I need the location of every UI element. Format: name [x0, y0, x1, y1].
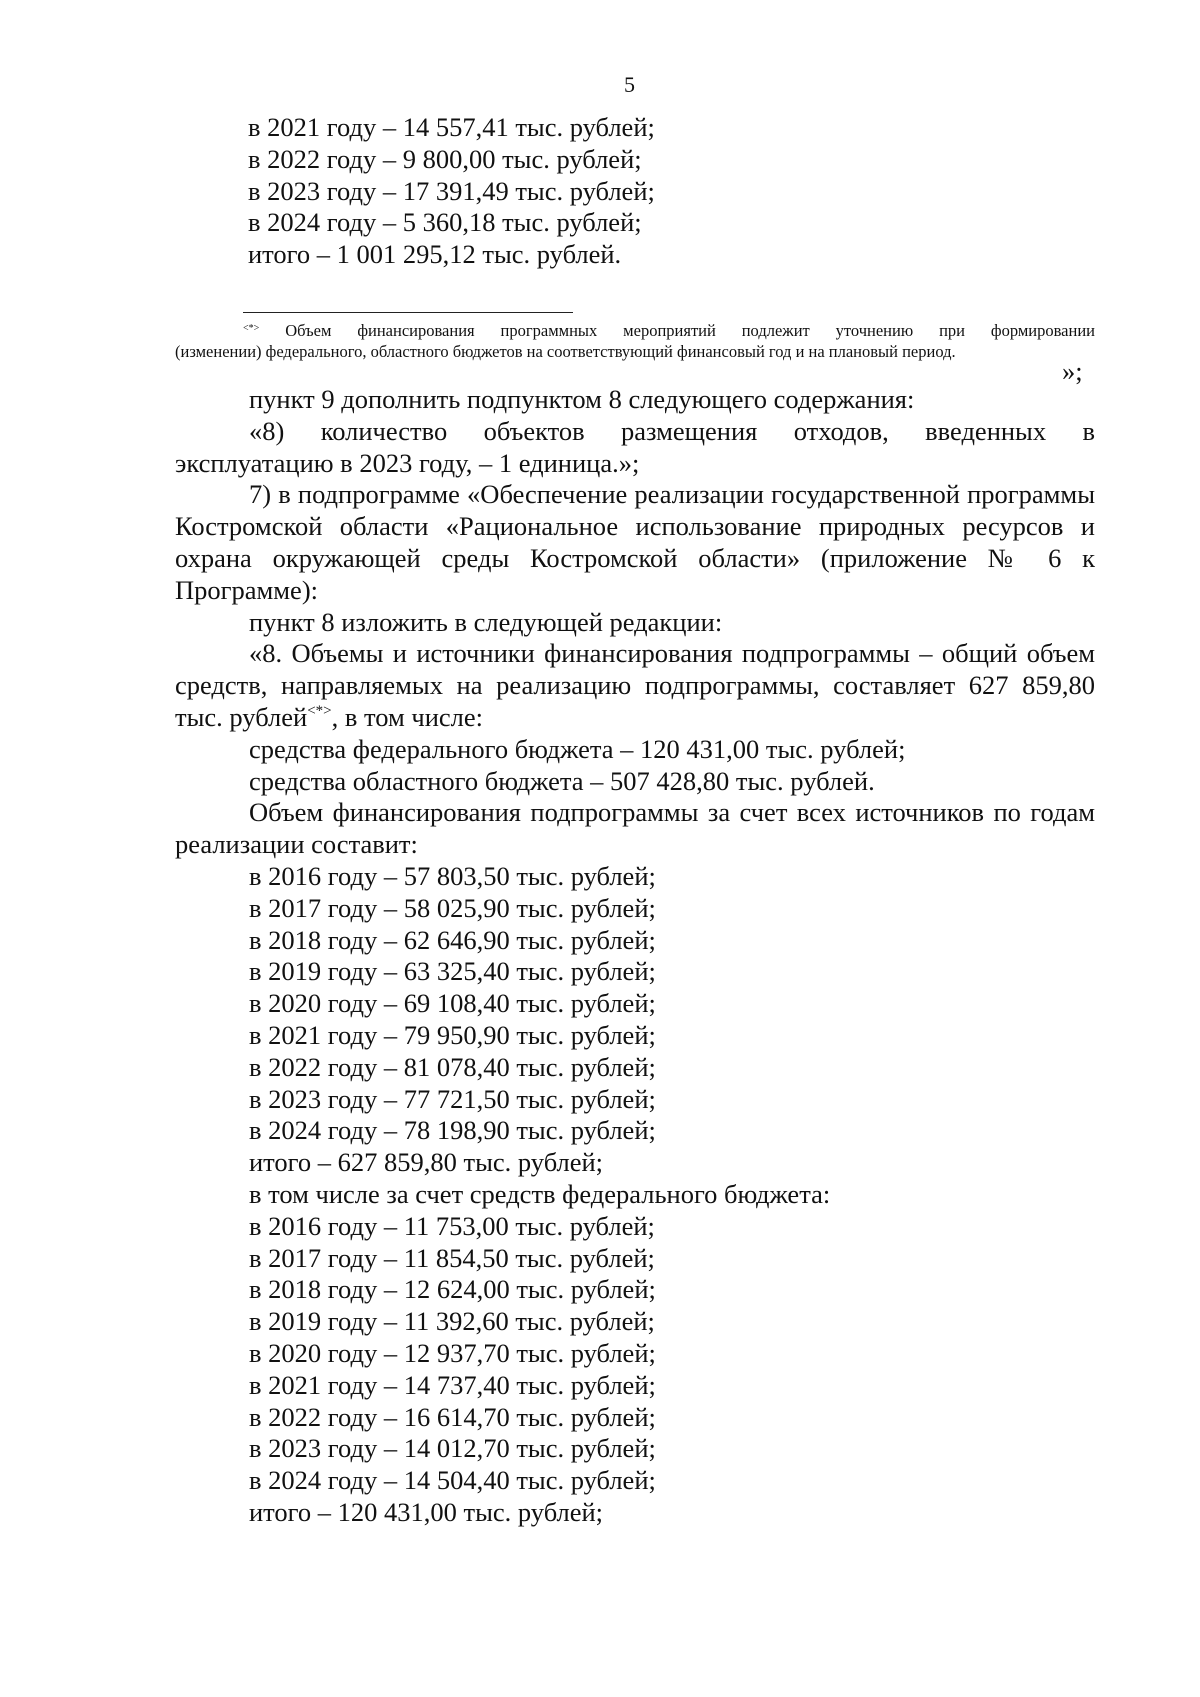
list-item: в 2022 году – 9 800,00 тыс. рублей;: [248, 143, 642, 174]
list-item: в 2024 году – 14 504,40 тыс. рублей;: [249, 1465, 656, 1496]
paragraph: пункт 9 дополнить подпунктом 8 следующего содержания:: [249, 384, 915, 414]
list-item: в 2020 году – 12 937,70 тыс. рублей;: [249, 1337, 656, 1368]
funding-source: средства областного бюджета – 507 428,80 тыс. рублей.: [249, 765, 875, 796]
list-item: в 2021 году – 14 557,41 тыс. рублей;: [248, 112, 655, 142]
footnote-line: (изменении) федерального, областного бюджетов на соответствующий финансовый год и на плановый период.: [175, 342, 956, 361]
all-sources-list: [175, 861, 1095, 1179]
list-item: в 2016 году – 11 753,00 тыс. рублей;: [249, 1210, 655, 1241]
list-item: итого – 627 859,80 тыс. рублей;: [249, 1147, 604, 1178]
footnote-reference: <*>: [307, 702, 332, 719]
page-number: 5: [624, 72, 635, 97]
list-item: в 2023 году – 14 012,70 тыс. рублей;: [249, 1433, 656, 1464]
footnote-mark: <*>: [243, 323, 260, 334]
list-item: в 2024 году – 78 198,90 тыс. рублей;: [249, 1115, 656, 1146]
list-item: в 2018 году – 12 624,00 тыс. рублей;: [249, 1274, 656, 1305]
section-heading: в том числе за счет средств федерального бюджета:: [249, 1178, 831, 1209]
footnote: [175, 318, 1095, 362]
list-item: в 2016 году – 57 803,50 тыс. рублей;: [249, 860, 656, 891]
paragraph: «8. Объемы и источники финансирования подпрограммы – общий объем средств, направляемых на реализацию подпрограммы, составляет 627 859,80 тыс. рублей<*>, в том числе:: [175, 638, 1095, 732]
paragraph: пункт 8 изложить в следующей редакции:: [249, 606, 723, 637]
list-item: в 2017 году – 58 025,90 тыс. рублей;: [249, 892, 656, 923]
top-funding-list: [175, 112, 1095, 271]
paragraph: 7) в подпрограмме «Обеспечение реализации государственной программы Костромской области «Рациональное использование природных ресурсов и охрана окружающей среды Костромской области» (приложение № 6 к Программе):: [175, 479, 1095, 605]
list-item: в 2022 году – 81 078,40 тыс. рублей;: [249, 1051, 656, 1082]
funding-source: средства федерального бюджета – 120 431,00 тыс. рублей;: [249, 733, 906, 764]
paragraph-continuation: эксплуатацию в 2023 году, – 1 единица.»;: [175, 447, 640, 478]
federal-budget-list: [175, 1211, 1095, 1529]
list-item: в 2019 году – 11 392,60 тыс. рублей;: [249, 1306, 655, 1337]
list-item: итого – 1 001 295,12 тыс. рублей.: [248, 239, 622, 270]
main-text: [175, 384, 1095, 1529]
list-item: в 2024 году – 5 360,18 тыс. рублей;: [248, 207, 642, 238]
footnote-line: <*> Объем финансирования программных мероприятий подлежит уточнению при формировании: [243, 321, 1095, 340]
paragraph: «8) количество объектов размещения отходов, введенных в: [249, 415, 1095, 446]
list-item: в 2021 году – 79 950,90 тыс. рублей;: [249, 1019, 656, 1050]
list-item: в 2023 году – 77 721,50 тыс. рублей;: [249, 1083, 656, 1114]
closing-quote: »;: [1062, 356, 1083, 386]
list-item: в 2017 году – 11 854,50 тыс. рублей;: [249, 1242, 655, 1273]
list-item: в 2018 году – 62 646,90 тыс. рублей;: [249, 924, 656, 955]
paragraph: Объем финансирования подпрограммы за счет всех источников по годам реализации составит:: [175, 797, 1095, 860]
list-item: в 2023 году – 17 391,49 тыс. рублей;: [248, 175, 655, 206]
list-item: в 2020 году – 69 108,40 тыс. рублей;: [249, 988, 656, 1019]
list-item: в 2019 году – 63 325,40 тыс. рублей;: [249, 956, 656, 987]
footnote-separator: [243, 312, 573, 313]
list-item: итого – 120 431,00 тыс. рублей;: [249, 1496, 604, 1527]
list-item: в 2021 году – 14 737,40 тыс. рублей;: [249, 1369, 656, 1400]
list-item: в 2022 году – 16 614,70 тыс. рублей;: [249, 1401, 656, 1432]
